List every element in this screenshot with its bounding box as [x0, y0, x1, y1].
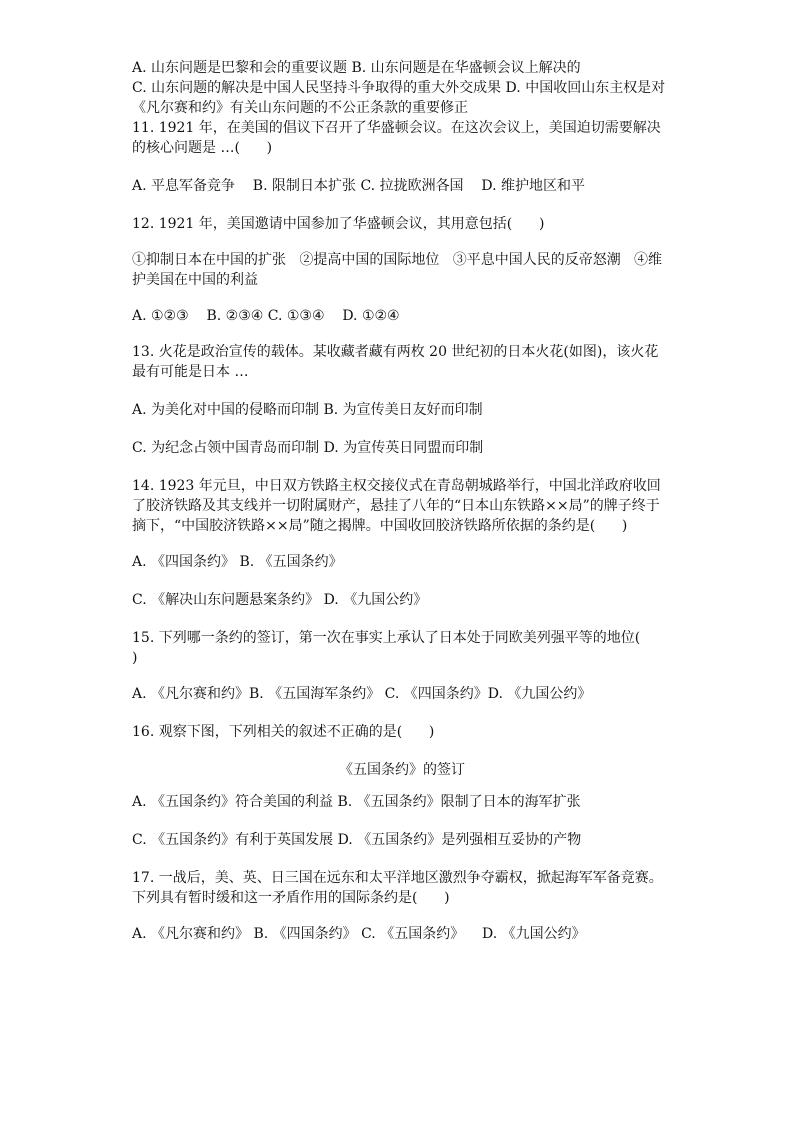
q13-options-line-1: A. 为美化对中国的侵略而印制 B. 为宣传美日友好而印制: [132, 402, 483, 418]
q10-options-line-1: A. 山东问题是巴黎和会的重要议题 B. 山东问题是在华盛顿会议上解决的: [132, 60, 581, 76]
q16-figure-caption: 《五国条约》的签订: [339, 762, 465, 778]
q14-options-line-1: A. 《四国条约》 B. 《五国条约》: [132, 554, 343, 570]
q14-options-line-2: C. 《解决山东问题悬案条约》 D. 《九国公约》: [132, 592, 428, 608]
q15-options: A. 《凡尔赛和约》B. 《五国海军条约》 C. 《四国条约》D. 《九国公约》: [132, 686, 592, 702]
q13-stem: 13. 火花是政治宣传的载体。某收藏者藏有两枚 20 世纪初的日本火花(如图)，该火花最有可能是日本 …: [132, 344, 659, 380]
q16-options-line-1: A. 《五国条约》符合美国的利益 B. 《五国条约》限制了日本的海军扩张: [132, 794, 581, 810]
q12-items: ①抑制日本在中国的扩张 ②提高中国的国际地位 ③平息中国人民的反帝怒潮 ④维护美国在中国的利益: [132, 252, 663, 288]
q12-stem: 12. 1921 年，美国邀请中国参加了华盛顿会议，其用意包括( ): [132, 216, 545, 232]
q16-options-line-2: C. 《五国条约》有利于英国发展 D. 《五国条约》是列强相互妥协的产物: [132, 832, 582, 848]
q13-options-line-2: C. 为纪念占领中国青岛而印制 D. 为宣传英日同盟而印制: [132, 440, 484, 456]
q11-stem: 11. 1921 年，在美国的倡议下召开了华盛顿会议。在这次会议上，美国迫切需要解决的核心问题是 …( ): [132, 120, 661, 156]
document-page: [132, 58, 672, 944]
q16-stem: 16. 观察下图，下列相关的叙述不正确的是( ): [132, 724, 435, 740]
q15-stem: 15. 下列哪一条约的签订，第一次在事实上承认了日本处于同欧美列强平等的地位( ): [132, 630, 667, 666]
q17-options: A. 《凡尔赛和约》 B. 《四国条约》 C. 《五国条约》 D. 《九国公约》: [132, 926, 586, 942]
q17-stem: 17. 一战后，美、英、日三国在远东和太平洋地区激烈争夺霸权，掀起海军军备竞赛。下列具有暂时缓和这一矛盾作用的国际条约是( ): [132, 870, 663, 906]
q14-stem: 14. 1923 年元旦，中日双方铁路主权交接仪式在青岛朝城路举行，中国北洋政府收回了胶济铁路及其支线并一切附属财产，悬挂了八年的“日本山东铁路××局”的牌子终于摘下，“中国胶济铁路××局”随之揭牌。中国收回胶济铁路所依据的条约是( ): [132, 478, 661, 534]
q10-options-line-2: C. 山东问题的解决是中国人民坚持斗争取得的重大外交成果 D. 中国收回山东主权是对《凡尔赛和约》有关山东问题的不公正条款的重要修正: [132, 80, 666, 116]
q11-options: A. 平息军备竞争 B. 限制日本扩张 C. 拉拢欧洲各国 D. 维护地区和平: [132, 178, 585, 194]
q12-options: A. ①②③ B. ②③④ C. ①③④ D. ①②④: [132, 308, 400, 324]
